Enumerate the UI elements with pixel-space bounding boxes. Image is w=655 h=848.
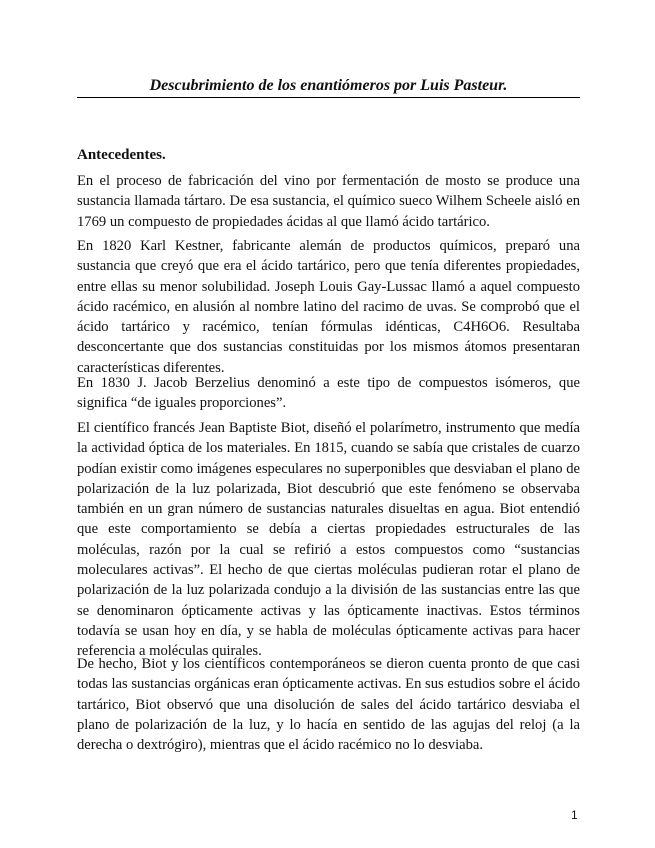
paragraph-5: De hecho, Biot y los científicos contemporáneos se dieron cuenta pronto de que casi todas las sustancias orgánicas eran ópticamente activas. En sus estudios sobre el ácido tartárico, Biot observó que una disolución de sales del ácido tartárico desviaba el plano de polarización de la luz, y lo hacía en sentido de las agujas del reloj (a la derecha o dextrógiro), mientras que el ácido racémico no lo desviaba. [77, 656, 580, 754]
paragraph-1: En el proceso de fabricación del vino por fermentación de mosto se produce una sustancia llamada tártaro. De esa sustancia, el químico sueco Wilhem Scheele aisló en 1769 un compuesto de propiedades ácidas al que llamó ácido tartárico. [77, 173, 580, 230]
page-number: 1 [571, 808, 578, 822]
paragraph-2: En 1820 Karl Kestner, fabricante alemán de productos químicos, preparó una sustancia que creyó que era el ácido tartárico, pero que tenía diferentes propiedades, entre ellas su menor solubilidad. Joseph Louis Gay-Lussac llamó a aquel compuesto ácido racémico, en alusión al nombre latino del racimo de uvas. Se comprobó que el ácido tartárico y racémico, tenían fórmulas idénticas, C4H6O6. Resultaba desconcertante que dos sustancias constituidas por los mismos átomos presentaran características diferentes. [77, 238, 580, 376]
section-heading: Antecedentes. [77, 147, 166, 163]
document-title: Descubrimiento de los enantiómeros por Luis Pasteur. [77, 76, 580, 98]
paragraph-4: El científico francés Jean Baptiste Biot, diseñó el polarímetro, instrumento que medía la actividad óptica de los materiales. En 1815, cuando se sabía que cristales de cuarzo podían existir como imágenes especulares no superponibles que desviaban el plano de polarización de la luz polarizada, Biot descubrió que este fenómeno se observaba también en un gran número de sustancias naturales disueltas en agua. Biot entendió que este comportamiento se debía a ciertas propiedades estructurales de las moléculas, razón por la cual se refirió a estos compuestos como “sustancias moleculares activas”. El hecho de que ciertas moléculas pudieran rotar el plano de polarización de la luz polarizada condujo a la división de las sustancias entre las que se denominaron ópticamente activas y las ópticamente inactivas. Estos términos todavía se usan hoy en día, y se habla de moléculas ópticamente activas para hacer referencia a moléculas quirales. [77, 420, 580, 660]
paragraph-3: En 1830 J. Jacob Berzelius denominó a este tipo de compuestos isómeros, que significa “de iguales proporciones”. [77, 375, 580, 412]
